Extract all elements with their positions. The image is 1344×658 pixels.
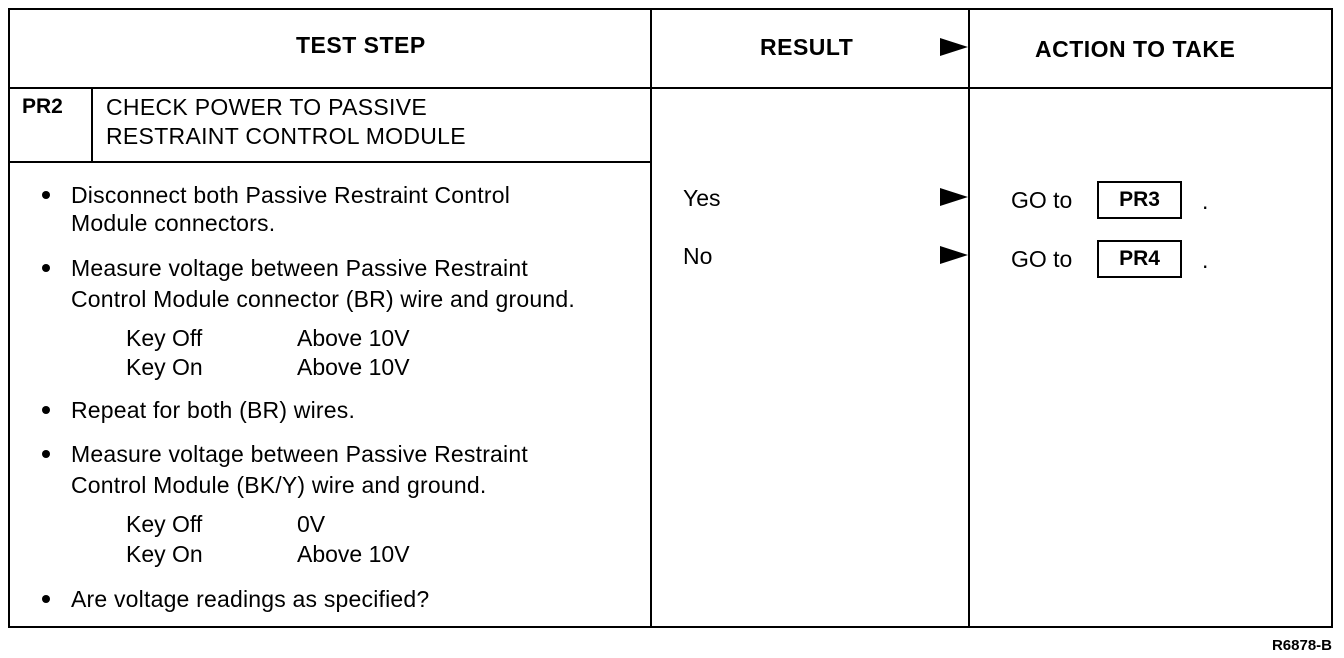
bullet-3-line1: Repeat for both (BR) wires. — [71, 397, 356, 423]
action-period-1: . — [1202, 188, 1209, 214]
action-target-pr4: PR4 — [1097, 240, 1182, 278]
step-title-line1: CHECK POWER TO PASSIVE — [106, 94, 428, 120]
bullet-4-line1: Measure voltage between Passive Restraint — [71, 441, 528, 467]
action-goto-1: GO to — [1011, 187, 1073, 213]
header-arrow-icon — [940, 38, 968, 56]
spec1-value-2: Above 10V — [297, 354, 410, 380]
bullet-icon — [42, 264, 50, 272]
result-no: No — [683, 243, 713, 269]
spec1-condition-1: Key Off — [126, 325, 203, 351]
result-arrow-icon — [940, 246, 968, 264]
spec2-condition-2: Key On — [126, 541, 203, 567]
bullet-icon — [42, 450, 50, 458]
action-target-pr3: PR3 — [1097, 181, 1182, 219]
header-divider — [8, 87, 1333, 89]
step-id-divider — [91, 87, 93, 163]
step-title-divider — [8, 161, 652, 163]
action-goto-2: GO to — [1011, 246, 1073, 272]
step-id: PR2 — [22, 95, 63, 118]
figure-code: R6878-B — [1271, 637, 1332, 654]
spec2-value-1: 0V — [297, 511, 326, 537]
bullet-icon — [42, 406, 50, 414]
header-action: ACTION TO TAKE — [1035, 36, 1236, 62]
divider-result-action — [968, 8, 970, 628]
result-arrow-icon — [940, 188, 968, 206]
bullet-icon — [42, 191, 50, 199]
bullet-5-line1: Are voltage readings as specified? — [71, 586, 430, 612]
header-test-step: TEST STEP — [296, 32, 426, 58]
bullet-icon — [42, 595, 50, 603]
bullet-4-line2: Control Module (BK/Y) wire and ground. — [71, 472, 487, 498]
result-yes: Yes — [683, 185, 721, 211]
step-title-line2: RESTRAINT CONTROL MODULE — [106, 123, 466, 149]
action-period-2: . — [1202, 247, 1209, 273]
header-result: RESULT — [760, 34, 854, 60]
bullet-1-line1: Disconnect both Passive Restraint Control — [71, 182, 511, 208]
bullet-2-line1: Measure voltage between Passive Restraint — [71, 255, 528, 281]
bullet-1-line2: Module connectors. — [71, 210, 276, 236]
bullet-2-line2: Control Module connector (BR) wire and ground. — [71, 286, 575, 312]
spec1-value-1: Above 10V — [297, 325, 410, 351]
spec2-value-2: Above 10V — [297, 541, 410, 567]
divider-step-result — [650, 8, 652, 628]
spec2-condition-1: Key Off — [126, 511, 203, 537]
spec1-condition-2: Key On — [126, 354, 203, 380]
